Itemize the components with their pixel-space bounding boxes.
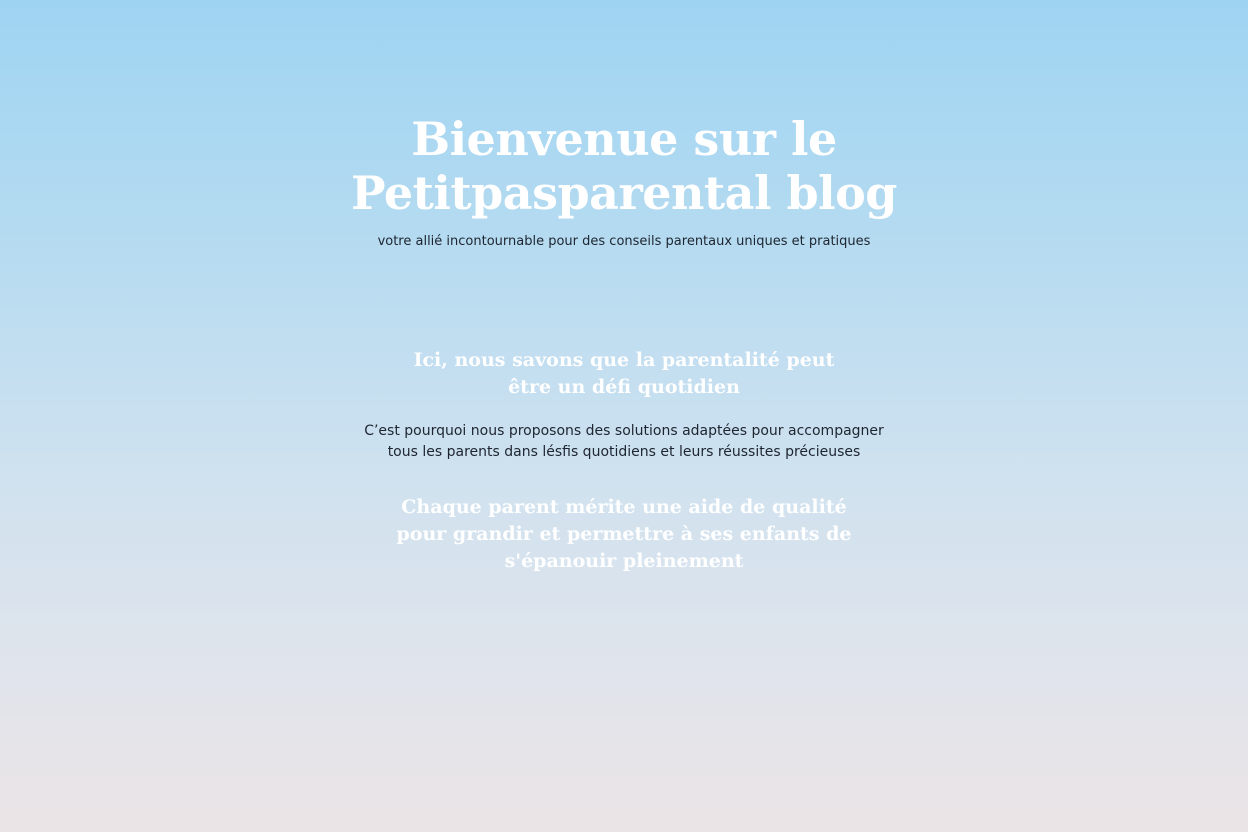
intro-heading: [0, 347, 1248, 401]
intro-description: [0, 421, 1248, 463]
mission-heading: [0, 494, 1248, 575]
mission-heading-line-3: s'épanouir pleinement: [504, 550, 744, 572]
mission-heading-line-1: Chaque parent mérite une aide de qualité: [401, 496, 847, 518]
tagline: votre allié incontournable pour des conseils parentaux uniques et pratiques: [377, 234, 871, 249]
page-title: [0, 112, 1248, 220]
mission-heading-line-2: pour grandir et permettre à ses enfants de: [396, 523, 852, 545]
intro-heading-line-2: être un défi quotidien: [508, 376, 740, 398]
intro-heading-line-1: Ici, nous savons que la parentalité peut: [413, 349, 835, 371]
page-title-line-1: Bienvenue sur le: [411, 112, 837, 166]
intro-description-line-1: C’est pourquoi nous proposons des solutions adaptées pour accompagner: [364, 423, 884, 439]
intro-description-line-2: tous les parents dans lésfis quotidiens et leurs réussites précieuses: [387, 444, 861, 460]
page-title-line-2: Petitpasparental blog: [351, 166, 897, 220]
